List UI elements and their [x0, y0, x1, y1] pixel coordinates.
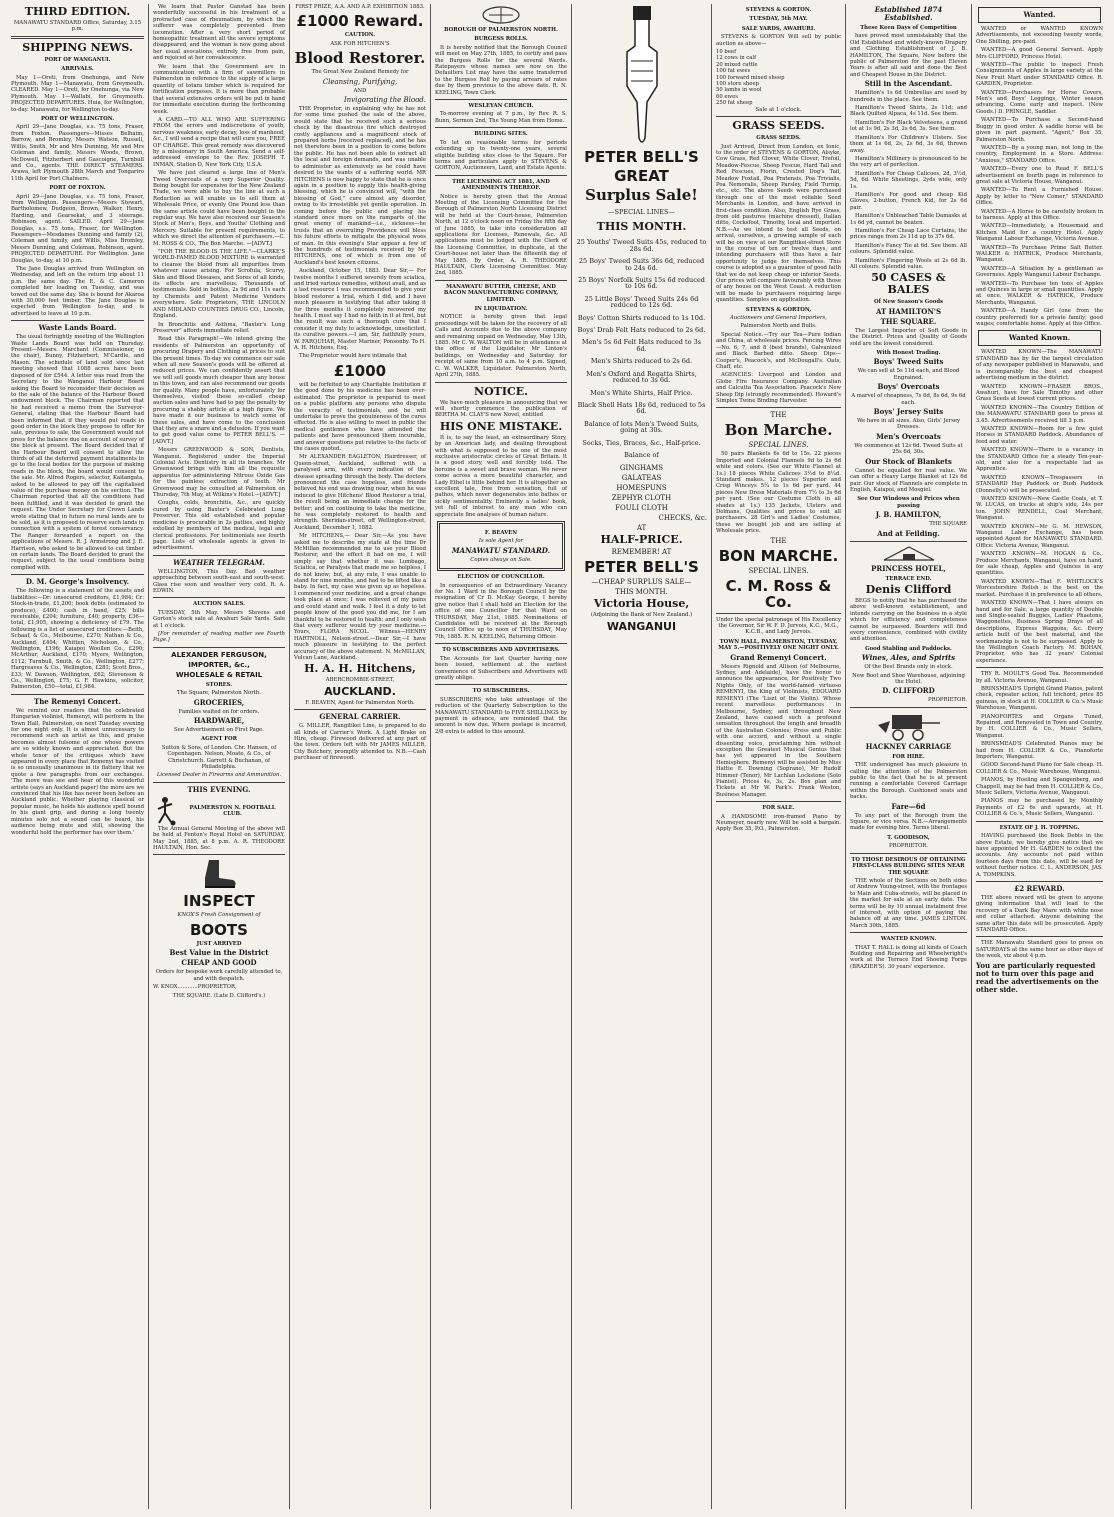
stock-item: 50 lambs in wool — [716, 87, 762, 94]
wesleyan-text: To-morrow evening at 7 p.m., by Rev. R. S. Bunn, Sermon 2nd, The Young Man from Home. — [435, 111, 567, 124]
line-12: Balance of lots Men's Tweed Suits, going at 30s. — [584, 419, 699, 435]
hamilton-item: Hamilton's For Black Velveteens, a grand lot at 1s 9d, 2s 3d, 2s 6d, 3s. See them. — [850, 119, 967, 133]
groceries: GROCERIES, — [193, 697, 245, 707]
great-title: GREAT — [614, 167, 669, 185]
sites-heading: TO THOSE DESIROUS OF OBTAINING FIRST-CLASS BUILDING SITES NEAR THE SQUARE — [851, 856, 966, 876]
wanted-ad: WANTED—To Purchase Prime Salt Butter. WALKER & HATRICK, Produce Merchants, Wanganui. — [976, 244, 1103, 264]
turn-notice: You are particularly requested not to turn over this page and read the advertisements on the other side. — [976, 960, 1099, 994]
restorer-body1: THE Proprietor, in explaining why he has not for some time pushed the sale of the above, would state that he received such a serious check by the disastrous fire which destroyed costly appliances and a magnificent stock of prepared herbs (received replaced), and he has not therefore been in a position to come before the public. He has not been able to extract all the local and foreign demands, and was unable to administer as extensively as he could have desired to the wants of a suffering world. MR HITCHENS is now happy to state that he is once again in a position to supply this health-giving blessing, which he is convinced will, "with the blessing of God," cure almost any disorder, owing to its irresistible yet gentle operation. In coming before the public and placing his standard once more on the ramparts of the great enemy of mankind—i.e., sickness—he trusts that an overruling Providence will bless his future efforts to mitigate the physical woes of man. In this evening's Star appear a few of the hundreds of testimonials received by Mr HITCHENS, one of which is from one of Auckland's best known citizens. — [294, 106, 426, 266]
line-3: 25 Boys' Norfolk Suits 15s 6d reduced to 10s 6d. — [578, 276, 705, 291]
subs2-heading: TO SUBSCRIBERS. — [472, 688, 530, 695]
bon-marche-lines: 50 pairs Blankets 6s 6d to 15s. 22 pieces Imported and Colonial Flannels 9d to 2s 6d white and colors. (See our White Flannel at 1s.) 18 pieces White Calicoes 3½d to 8¼d. Standard makes. 12 pieces Superior and Crisp Winceys 5¼ to 1s 6d per yard. 44 pieces New Dress Materials from 7½ to 3s 6d per yard. (See our Costume Cloth in all shades at 1s.) 135 Jackets, Ulsters and Dolmans, Qualities and prices to suit all purchasers. 28 Girl's and Ladies' Costumes, these we bought job and are selling at Wholesale price. — [716, 451, 841, 535]
column-1 — [7, 4, 149, 1509]
the-label2: THE — [770, 536, 787, 545]
sale-at: Sale at 1 o'clock. — [755, 106, 802, 113]
column-5 — [572, 4, 712, 1509]
ganstad-para: We learn that Pastor Ganstad has been wonderfully successful in his treatment of a protracted case of rheumatism, by which the sufferer was completely prevented from locomotion. After a very short period of homeopathic treatment all the severe symptoms disappeared, and the woman is now going about her usual avocations, entirely free from pain, and rejoiced at her convalescence. — [153, 4, 285, 62]
new-season: Of New Season's Goods — [873, 299, 944, 306]
special-lines: —SPECIAL LINES— — [608, 208, 675, 216]
boys-over-text: A marvel of cheapness, 7s 6d, 8s 6d, 9s 6d each. — [851, 393, 966, 406]
wanted-ad: WANTED—By a young man, not long in the country, Employment in a Store. Address: "Anxious," STANDARD Office. — [976, 144, 1103, 164]
wines-sub: Of the Best Brands only in stock. — [864, 664, 953, 671]
column-2 — [149, 4, 290, 1509]
column-6 — [712, 4, 846, 1509]
sg-intro: STEVENS & GORTON Will sell by public auction as above— — [716, 34, 841, 47]
wanted-known-text: THAT T. HALL is doing all kinds of Coach Building and Repairing and Wheelwright's work at the Terrace End Shoeing Forge (BRAZIER'S). 30 years' experience. — [850, 944, 967, 970]
shipping-title: SHIPPING NEWS. — [22, 40, 133, 54]
this-month: THIS MONTH. — [596, 220, 687, 234]
sites-text: THE whole of the Sections on both sides of Andrew Young-street, with the frontages to Main and Cuba-streets, will be placed in the market for sale at an early date. The terms will be by 10 annual instalment free of interest, with option of paying the balance off at any time. JAMES LINTON. March 30th, 1885. — [850, 877, 967, 929]
line-7: Men's 5s 6d Felt Hats reduced to 3s 6d. — [581, 338, 702, 353]
knox-prop: W. KNOX............PROPRIETOR, — [153, 984, 237, 991]
fare-text: To any part of the Borough from the Square, or vice versa. N.B.—Arrangements made for evening hire. Terms liberal. — [850, 812, 967, 832]
hardware: HARDWARE, — [193, 716, 245, 725]
grand-text: Messrs Rignold and Allison (of Melbourne, Sydney, and Adelaide), have the honor to announce the appearance, for Positively Two Nights Only, of the world-famed virtuoso REMENYI, the King of Violinists, EDOUARD REMENYI (The 'Liszt of the Violin). Whose recent marvellous performances in Melbourne, Sydney, and throughout New Zealand, have caused such a profound sensation throughout the length and breadth of the Australian Colonies; Press and Public with one accord, and without a single dissenting voice, proclaiming him without exception the Greatest Musical Genius that has yet appeared in the Southern Hemisphere. Remenyi will be assisted by Miss Hattie E. Downing (Soprano), Mr Rudolf Himmer (Tenor), Mr Lachlan Lockstone (Solo Pianist). Prices 4s, 3s, 2s. Box plan and Tickets at Mr W. Park's. Frank Weston, Business Manager. — [716, 663, 841, 798]
wanted-ad: WANTED—Purchasers for Horse Covers, Men's and Boys' Leggings, Winter season advancing. Come early and inspect. (New Goods.) D. PRINGLE, Saddler. — [976, 89, 1103, 115]
weather-title: WEATHER TELEGRAM. — [173, 557, 265, 567]
foxton-text: April 29—Jane Douglas, s.s. 75 tons, Fraser, from Wellington. Passengers—Messrs Stewart, Bartholomew, Dudgeon, Brown, Walker, Henry, Harding, and Gearsekat, and 3 steerage. Robinson, agent. SAILED. April 29—Jane Douglas, s.s. 75 tons, Fraser, for Wellington. Passengers—Mesdames Dunning and family (2), Coleman and family, and Willis, Miss Bromley, Messrs Dunning, and Coleman. Robinson, agent. PROJECTED DEPARTURE. For Wellington. Jane Douglas, to-day, at 10 p.m. — [11, 193, 144, 264]
coughs-para: Coughs, colds, bronchitis, &c., are quickly cured by using Baxter's Celebrated Lung Preserver. This old established and popular medicine is procurable in 2s patties, and highly extolled by members of the medical, legal and clerical professions. For testimonials see fourth page. Lists of wholesale agents is given in advertisement. — [153, 500, 285, 552]
boys-tweed: Boys' Tweed Suits — [873, 357, 944, 367]
piano-ad-2: BRINSMEAD'S Upright Grand Pianos, patent check, repeater action, full trichord, price 85 guineas, in stock at H. COLLIER & Co.'s Music Warehouse, Wanganui. — [976, 685, 1103, 712]
pointing-hand-icon — [617, 6, 667, 146]
hamilton-items — [850, 90, 967, 270]
hamilton-item: Hamilton's For Children's Ulsters. See them at 1s 6d, 2s, 2s 6d, 3s 6d, thrown away. — [850, 134, 967, 154]
restorer-body3: The Proprietor would here intimate that — [299, 353, 408, 360]
stock-item: 100 forward mixed sheep — [716, 74, 785, 81]
beaven-paper: MANAWATU STANDARD. — [451, 545, 551, 555]
line-1: 25 Youths' Tweed Suits 45s, reduced to 28s 6d. — [576, 238, 707, 253]
line-4: 25 Little Boys' Tweed Suits 24s 6d reduced to 12s 6d. — [584, 294, 699, 310]
just-arrived: JUST ARRIVED — [196, 940, 242, 947]
jb-square: THE SQUARE — [929, 521, 967, 528]
restorer-body2: Auckland, October 15, 1883. Dear Sir,— For twelve months I suffered severely from sciatica, and tried various remedies, without avail, and as a last resource I was recommended to give your blood restorer a trial, which I did, and I have much pleasure in testifying that after taking it for three months it completely recovered my health. I must say I had no faith in it at first, but the result was such a thorough cure that I consider it my duty to acknowledge, unsolicited, its curative powers.—I am, Sir, faithfully yours, W. FARQUHAR, Master Mariner, Ponsonby. To H. A. H. Hitchens, Esq. — [294, 268, 426, 352]
piano-ad-1: TRY R. MOULT'S Good Tea. Recommended by all. Victoria Avenue, Wanganui. — [976, 671, 1103, 684]
restorer-body4: will be forfeited to any Charitable Institution if the good done by his medicine has been over-estimated. The proprietor is prepared to meet on a public platform any persons who dispute the veracity of testimonials, and he will undertake to prove the genuineness of the cures effected. He is also willing to meet in public the medical gentlemen who have attended the patients and have pronounced them incurable, and answer questions put relative to the facts of the cases quoted. — [294, 381, 426, 452]
inspect: INSPECT — [183, 892, 255, 911]
wanted-known-ad: WANTED KNOWN—There is a vacancy in the STANDARD Office for a steady Ten-year-old, and also for a respectable lad as Apprentice. — [976, 447, 1103, 473]
goodison: T. GOODISON, — [887, 834, 930, 841]
piano-ad-5: GOOD Second-hand Piano for Sale cheap. H. COLLIER & Co., Music Warehouse, Wanganui. — [976, 762, 1103, 775]
stock-item: 20 mixed cattle — [716, 61, 758, 68]
totara-para: We learn that the Government are in communication with a firm of sawmillers in Palmerston in reference to the supply of a large quantity of totara timber which is required for fortification purposes. It is more than probable that several extensive orders will be put in hand for immediate execution during the forthcoming week. — [153, 63, 285, 115]
mens-over: Men's Overcoats — [876, 431, 941, 441]
weather-text: WELLINGTON, This Day. Bad weather approaching between south-east and south-west. Glass rise soon and weather very cold. R. A. EDWIN. — [153, 568, 285, 594]
beaven-box — [437, 521, 565, 571]
invigorating: Invigorating the Blood. — [343, 96, 426, 105]
orders: Orders for bespoke work carefully attended to, and with despatch. — [155, 969, 283, 982]
cases-text: The Largest Importer of Soft Goods in the District. Prices and Quality of Goods sold are the lowest considered. — [850, 327, 967, 347]
wanganui-text: May 1—Oreti, from Onehunga, and New Plymouth. May 1—Manawatu, from Greymouth. CLEARED. May 1—Oreti, for Onehunga, via New Plymouth. May 1—Wallabi, for Greymouth. PROJECTED DEPARTURES. Huia, for Wellington, to-day. Manawatu, for Wellington to-day. — [11, 74, 144, 113]
peter-bell-title2: PETER BELL'S — [584, 558, 699, 577]
wanted-ad: WANTED—A Situation by a gentleman as Governess. Apply Wanganui Labour Exchange. — [976, 265, 1103, 279]
keen-text: have proved most unmistakably that the Old Established and widely-known Drapery and Clothing Establishment of J. B. HAMILTON, The Square, Now before the public of Palmerston for the past Eleven Years is after all said and done the Best and Cheapest House in the District. — [850, 33, 967, 78]
boots: BOOTS — [190, 920, 248, 939]
for-sale-text: A HANDSOME iron-framed Piano by Neumeyer, nearly new. Will be sold a bargain. Apply Box 35, P.O., Palmerston. — [716, 813, 841, 833]
wanted-heading: Wanted. — [1023, 10, 1056, 19]
established: Established 1874 Established. — [874, 5, 943, 22]
hamilton-item: Hamilton's For good and cheap Kid Gloves, 2-button, French Kid, for 2s 6d pair. — [850, 191, 967, 211]
hamilton-item: Hamilton's Fancy Tie at 6d. See them. All colours. Splendid value. — [850, 242, 967, 256]
wanted-ad: WANTED—A good General Servant. Apply Mrs CLIFFORD, Princess Hotel. — [976, 47, 1103, 60]
at-line: AT — [636, 524, 647, 533]
hamilton-item: Hamilton's For Cheap Calicoes, 2d, 3½d, 5d, 6d. White Sheetings, 2yds wide, only 1s. — [850, 170, 967, 190]
wanted-known-ad: WANTED KNOWN—Room for a few quiet Horses in STANDARD Paddock. Abundance of feed and water. — [976, 425, 1103, 445]
wanted-known-ad: WANTED KNOWN—That F. WHITLOCK'S Worcestershire Relish is the best on the market. Purchase it in preference to all others. — [976, 578, 1103, 598]
hamilton-item: Hamilton's Unbleached Table Damasks at 1s 6d yd, cannot be beaten. — [850, 213, 967, 226]
football-title: PALMERSTON N. FOOTBALL CLUB. — [189, 804, 276, 818]
george-title: D. M. George's Insolvency. — [25, 577, 130, 587]
stock-item: 250 fat sheep — [716, 100, 753, 107]
victoria-house: Victoria House, — [593, 597, 690, 611]
blood-mixture-para: "FOR THE BLOOD IS THE LIFE."—CLARKE'S WORLD-FAMED BLOOD MIXTURE is warranted to cleanse the blood from all impurities from whatever cause arising. For Scrofula, Scurvy, Skin and Blood Diseases, and Sores of all kinds, its effects are marvellous. Thousands of testimonials. Sold in bottles, 2s 9d and 11s each by Chemists and Patent Medicine Vendors everywhere. Sole Proprietors, THE LINCOLN AND MIDLAND COUNTIES DRUG CO., Lincoln, England. — [153, 249, 285, 320]
hackney-text: THE undersigned has much pleasure in calling the attention of the Palmerston public to the fact that he is at present running a comfortable Covered Carriage within the Borough. Cushioned seats and backs. — [850, 762, 967, 801]
ross-name: C. M. Ross & Co. — [725, 576, 832, 611]
wanted-ad: WANTED—A Handy Girl (one from the country preferred) for a private family; good wages; comfortable home. Apply at this Office. — [976, 308, 1103, 328]
mistake-text: It is, to say the least, an extraordinary Story, by an American lady, and dealing throughout with what is supposed to be one of the most exclusive aristocratic circles of Great Britain. It is a good story, well and forcibly told. The heroine is a sweet and brave woman. We never come across a more beautiful character, and Lady Ethel is little behind her. It is altogether an excellent tale, free from sensation, full of pathos, which never degenerates into bathos or sickly sentimentality. Eminently a ladies' book, yet full of interest to any man who can appreciate fine analyses of human nature. — [435, 434, 567, 518]
beaven-copies: Copies always on Sale. — [470, 556, 532, 563]
foxton-port-heading: PORT OF FOXTON. — [49, 185, 106, 192]
bon-marche-title2: BON MARCHE. — [718, 546, 839, 565]
column-3 — [290, 4, 431, 1509]
notice-text: We have much pleasure in announcing that we will shortly commence the publication of BERTHA M. CLAY'S new Novel, entitled — [435, 399, 567, 419]
homespuns: HOMESPUNS — [616, 484, 667, 493]
feilding: And at Feilding. — [877, 528, 940, 538]
line-10: Men's White Shirts, Half Price. — [590, 388, 693, 397]
ferguson-line2: WHOLESALE & RETAIL — [175, 670, 263, 679]
prize: FIRST PRIZE, A.A. AND A.P. EXHIBITION 1883. — [295, 4, 425, 10]
boys-jersey: Boys' Jersey Suits — [873, 407, 944, 417]
cases-heading: 50 CASES & BALES — [871, 271, 946, 297]
cheap-good: CHEAP AND GOOD — [181, 958, 257, 968]
honest: With Honest Trading. — [876, 350, 941, 357]
pounds-heading: £1000 — [333, 361, 387, 380]
surplus-title: Surplus Sale! — [585, 186, 698, 204]
blankets: Our Stock of Blankets — [865, 456, 952, 466]
auction-text: TUESDAY, 5th May. Messrs Stevens and Gorton's stock sale at Awahuri Sale Yards. Sale at 1 o'clock. — [153, 609, 285, 629]
stock-list — [716, 49, 841, 107]
estate-text: HAVING purchased the Book Debts in the above Estate, we hereby give notice that we have appointed Mr H. GARDEN to collect the accounts. Any accounts not paid within fourteen days from this date, will be sued for without further notice. C. L. ANDERSON, JAS. A. TOMPKINS. — [976, 833, 1103, 878]
this-month2: THIS MONTH. — [615, 588, 668, 597]
piano-ad-3: PIANOFORTES and Organs Tuned, Repaired, and Renovated in Town and Country, by H. COLLIER & Co., Music Sellers, Wanganui. — [976, 713, 1103, 739]
wanted-known-ad: WANTED KNOWN—The MANAWATU STANDARD has by far the largest circulation of any newspaper published in Manawatu, and is incomparably the best and cheapest advertising medium in the district. — [976, 349, 1103, 382]
zephyr: ZEPHYR CLOTH — [611, 494, 672, 503]
jb-name: J. B. HAMILTON, — [875, 510, 942, 520]
remedy-line: The Great New Zealand Remedy for — [311, 69, 409, 76]
auckland: AUCKLAND. — [324, 684, 396, 698]
remember: REMEMBER! AT — [611, 548, 672, 557]
fare: Fare—6d — [891, 801, 926, 811]
for-sale: FOR SALE. — [762, 805, 795, 812]
agencies: AGENCIES: Liverpool and London and Globe Fire Insurance Company. Australian and Calcutta Tea Association. Peacock's New Sheep Dip (strongly recommended). Howard's Simplex Twine Binding Harvester. — [716, 372, 841, 404]
abercrombie: ABERCROMBIE-STREET, — [325, 677, 395, 684]
licensed: Licensed Dealer in Firearms and Ammunition. — [156, 772, 282, 779]
crest-icon — [481, 6, 521, 24]
stock-item: 100 store sheep — [716, 81, 759, 88]
the-label: THE — [770, 411, 787, 420]
remenyi-title: The Remenyi Concert. — [34, 696, 121, 706]
galateas: GALATEAS — [621, 474, 662, 483]
groceries-sub: Families waited on for orders. — [178, 708, 260, 715]
hitchens-name: H. A. H. Hitchens, — [304, 662, 416, 676]
ferguson-stores: STORES. — [205, 681, 233, 688]
wellington-text: April 29—Jane Douglas, s.s. 75 tons, Fraser, from Foxton. Passengers—Misses Belhaim, Barrow, and Bromley, Messrs Watson, Russell, Willis, Smith, Mr and Mrs Dunning, Mr and Mrs Coleman and family, Messrs Woods, Brown, McDowell, Fitzherbert and Gascoigne, Turnbull and Co., agents. THE DIRECT STEAMERS. Arawa, left Plymouth 28th March and Tongariro 11th April for Port Chalmers. — [11, 124, 144, 182]
wanted-known-ad: WANTED KNOWN—Trespassers in STANDARD Hay Paddock or Bush Paddock (Donnelly's) will be prosecuted. — [976, 474, 1103, 494]
edition-sub: MANAWATU STANDARD Office, Saturday, 3.15 p.m. — [13, 20, 142, 33]
beaven-agent: Is sole Agent for — [478, 538, 524, 545]
stock-item: 60 ewes — [716, 93, 738, 100]
princess-hotel: PRINCESS HOTEL, — [871, 563, 946, 573]
beaven-agent-line: F. BEAVEN, Agent for Palmerston North. — [305, 699, 415, 706]
ask-for: ASK FOR HITCHEN'S — [330, 40, 390, 47]
hotel-crest-icon — [879, 545, 939, 563]
checks: CHECKS, &c. — [658, 514, 707, 523]
wanted-known-ad: WANTED KNOWN—FRASER BROS., Awahuri, have for Sale Timothy and other Grass Seeds at lowest current prices. — [976, 383, 1103, 403]
special-lines-label: SPECIAL LINES. — [748, 441, 809, 450]
cheap-surplus: —CHEAP SURPLUS SALE— — [591, 578, 692, 587]
grass-sub: GRASS SEEDS. — [756, 135, 801, 142]
wanted-ad: WANTED—The public to inspect Fresh Consignments of Apples in large variety at the New Fruit Mart under STANDARD Office. R. GARDEN, Proprietor. — [976, 62, 1103, 88]
election-heading: ELECTION OF COUNCILLOR. — [457, 574, 545, 581]
wellington-port-heading: PORT OF WELLINGTON. — [40, 116, 115, 123]
grand-concert: Grand Remenyi Concert. — [730, 652, 827, 662]
sg-title: STEVENS & GORTON. — [745, 7, 812, 13]
subs2-text: SUBSCRIBERS who take advantage of the reduction of the Quarterly Subscription to the MANAWATU STANDARD to FIVE SHILLINGS by payment in advance, are reminded that the amount is now due. Where postage is incurred, 2/8 extra is added to this amount. — [435, 696, 567, 735]
hackney: HACKNEY CARRIAGE — [865, 741, 952, 751]
known-ads — [976, 349, 1103, 664]
auction-title: AUCTION SALES. — [193, 601, 245, 608]
line-2: 25 Boys' Tweed Suits 36s 6d, reduced to 24s 6d. — [578, 257, 705, 272]
still-ascendant: Still in the Ascendant. — [864, 79, 953, 89]
wanted-ad: WANTED or WANTED KNOWN Advertisements, not exceeding twenty words, One Shilling, pre-paid. — [976, 26, 1103, 45]
hardware-sub: See Advertisement on First Page. — [174, 727, 264, 733]
election-text: In consequence of an Extraordinary Vacancy for No. 1 Ward in the Borough Council by the resignation of Cr D. McKay George, I hereby give notice that I shall hold an Election for the office of one Councillor for that Ward on THURSDAY, May 21st, 1885. Nominations of Candidates will be received at the Borough Council Office up to noon of THURSDAY, May 7th, 1885. R. N. KEELING, Returning Officer. — [435, 582, 567, 640]
reward-heading: £2 REWARD. — [1014, 883, 1065, 893]
wanted-ad: WANTED—A Horse to be carefully broken in to harness. Apply at this Office. — [976, 208, 1103, 221]
liquidation-heading: IN LIQUIDATION. — [474, 306, 528, 313]
butter-heading: MANAWATU BUTTER, CHEESE, AND BACON MANUFACTURING COMPANY, LIMITED. — [443, 283, 559, 303]
butter-text: NOTICE is hereby given that legal proceedings will be taken for the recovery of all Calls and Accounts due to the above company and remaining unpaid on Wednesday, May 13th, 1885. Mr C. W. WALTON will be in attendance at the office of the Liquidator, Mr Linton's buildings, on Wednesday and Saturday for receipt of same from 10 a.m. to 4 p.m. Signed, C. W. WALKER, Liquidator. Palmerston North, April 27th, 1885. — [435, 314, 567, 379]
clifford-name: D. CLIFFORD — [882, 686, 935, 696]
ginghams: GINGHAMS — [619, 464, 664, 473]
bronchitis-para: In Bronchitis and Asthma, "Baxter's Lung Preserver" affords immediate relief. — [153, 321, 285, 334]
line-6: Boys' Drab Felt Hats reduced to 2s 6d. — [577, 326, 706, 335]
sg-date: TUESDAY, 5th MAY. — [749, 16, 808, 23]
hamilton-item: Hamilton's For Cheap Lace Curtains, the prices range from 2s 11d up to 37s 6d. — [850, 227, 967, 241]
column-4 — [431, 4, 572, 1509]
agent-for: AGENT FOR — [200, 736, 238, 743]
special-notice: Special Notice.—Try our Tea—Pure Indian and China, at wholesale prices. Fencing Wires—No. 6, 7, and 8 (best brands), Galvanized and Black Barbed ditto. Sheep Dips—Cooper's, Peacock's, and McDougall's. Oats, Chaff, etc. — [716, 331, 841, 370]
subs-text: The Accounts for last Quarter having now been issued, settlement at the earliest convenience of Subscribers and Advertisers will greatly oblige. — [435, 655, 567, 681]
licensing-text: Notice is hereby given that the Annual Meeting of the Licensing Committee for the Borough of Palmerston North Licensing District will be held at the Court-house, Palmerston North, at 12 o'clock noon on Friday the fifth day of June 1885, to take into consideration all applications for Licenses, Renewals, &c. All applications must be lodged with the Clerk of the Licensing Committee, in duplicate, at the Court-house not later than the fifteenth day of May 1885. By Order, A. R. THEODORE HAULTAIN, Clerk Licensing Committee. May 2nd, 1885. — [435, 193, 567, 277]
carrier-text: G. MILLER, Rangitikei Line, is prepared to do all kinds of Carrier's Work. A Light Brake on Hire, cheap. Firewood delivered at any part of the town. Orders left with Mr JAMES MILLER, City Butchery, promptly attended to. N.B.—Cash purchaser of firewood. — [294, 723, 426, 762]
greenwood-para: Messrs GREENWOOD & SON, Dentists, Wanganui. Registered under the Imperial Colonial Acts. Dentistry in all its branches. Mr Greenwood brings with him all the requisite apparatus for administering Nitrous Oxide Gas for the painless extraction of teeth. Mr Greenwood may be consulted at Palmerston on Thursday, 7th May, at Wilkins's Hotel.—[ADVT.] — [153, 447, 285, 499]
knox-fresh: KNOX'S Fresh Consignment of — [177, 912, 261, 919]
peter-bell-title: PETER BELL'S — [584, 148, 699, 166]
stock-item: 12 cows in calf — [716, 55, 757, 62]
terrace-end: TERRACE END. — [885, 575, 932, 582]
cleansing: Cleansing, Purifying, — [322, 77, 398, 86]
card-para: A CARD.—TO ALL WHO ARE SUFFERING FROM the errors and indiscretions of youth, nervous weakness, early decay, loss of manhood, &c., I will send a recipe that will cure you, FREE OF CHARGE. This great remedy was discovered by a missionary in South America. Send a self-addressed envelope to the Rev. JOSEPH T. INMAN, Station D, New York City, U.S.A. — [153, 116, 285, 168]
denis-text: BEGS to notify that he has purchased the above well-known establishment, and intends carrying on the business in a style which for efficiency and completeness cannot be surpassed. Boarders will find every convenience, combined with civility and attention. — [850, 597, 967, 643]
fouli: FOULI CLOTH — [615, 504, 668, 513]
blankets-text: Cannot be equalled for real value. We can offer a Heavy Large Blanket at 12s 6d pair. Our stock of Flannels are complete in English, Kaiapoi, and Mosgiel. — [850, 467, 967, 493]
remainder-note: [For remainder of reading matter see Fourth Page.] — [153, 630, 285, 644]
hamilton-square: THE SQUARE. — [880, 316, 937, 326]
footballer-icon — [153, 796, 177, 826]
ferguson-addr: The Square, Palmerston North. — [177, 690, 261, 697]
line-8: Men's Shirts reduced to 2s 6d. — [590, 357, 693, 366]
read-para: Read this Paragraph!—We intend giving the residents of Palmerston an opportunity of procuring Drapery and Clothing at prices to suit the present times. To-day we commence our sale when all new Season's goods will be offered at reduced prices. We can confidently assert that we will sell goods much cheaper than any house in this town, and can also recommend our goods for quality. Many people have, unfortunately for themselves, visited these so-called cheap auction sales and have had to pay the penalty by procuring a shabby article at a high figure. We have made it our business to watch some of these sales, and have come to the conclusion that they are a snare and a delusion. If you want to get good value come to PETER BELL'S. —[ADVT.] — [153, 336, 285, 445]
remenyi-patron: Under the special patronage of His Excellency the Governor, Sir W. F. D. Jervois, K.C., M.G., K.C.B., and Lady Jervois. — [716, 616, 841, 636]
wanted-ads — [976, 26, 1103, 327]
sg-role: Auctioneers and General Importers, — [730, 315, 827, 322]
football-text: The Annual General Meeting of the above will be held at Fenton's Royal Hotel on SATURDAY, May 2nd, 1885, at 8 p.m. A. R. THEODORE HAULTAIN, Hon. Sec. — [153, 825, 285, 852]
stock-item: 100 fat ewes — [716, 68, 751, 75]
hamilton-item: Hamilton's Millinery is pronounced to be the very art of perfection. — [850, 155, 967, 169]
wanted-known-ad: WANTED KNOWN—That I have always on hand and for Sale, a large quantity of Double and Single-seated Buggies, Ladies' Phaetons, Waggonettes, Business Spring Drays of all descriptions, Express Waggons, &c. Every article built of the best material, and the workmanship is not to be surpassed. Apply to the Wellington Coach Factory. M. BOHAN, Proprietor, who has 32 years' Colonial experience. — [976, 600, 1103, 664]
burgess-heading: BURGESS ROLLS. — [474, 36, 528, 43]
borough-heading: BOROUGH OF PALMERSTON NORTH. — [444, 27, 558, 33]
carriage-icon — [874, 711, 944, 741]
waste-lands-text: The usual fortnightly meeting of the Wellington Waste Lands Board was held on Thursday. Present—Messrs. Marchant (Commissioner, in the chair), Bunny, Fitzherbert, M'Cardle, and Mason. The schedule of land sold since last meeting showed that 1088 acres have been disposed of for £544. A letter was read from the Secretary to the Wanganui Harbour Board asking the Board to reconsider their decision as to the sale of the balance of the Harbour Board endowment block. The Chairman reported that he had received a memo from the Surveyor-General, stating that the Harbour Board had been informed that if they would put roads in good order in the block they propose to offer for sale, previous to sale, the Government would not press for the balance due on account of survey of the block at present. The Board decided that if the Harbour Board will consent to allow the thirds of all the deferred payment instalments to go to the local bodies for the purpose of making roads in the block, the board would consent to the sale. Mr. Alfred Rogers, selector, Kaitangata, asked to be allowed to pay off the capitalised value of the purchase money on his section. The Chairman reported that all the conditions had been fulfilled, and it was decided to grant the request. The Under Secretary for Crown Lands wrote stating that in future no rural lands are to be sold, as it is proposed to reserve such lands in connection with a system of forest conservancy. The Ranger forwarded a report on the applications of Messrs. R. J. Armstrong and J. E. Harrison, who asked to be allowed to cut timber on certain lands. The Board decided to grant the request, subject to the usual conditions being complied with. — [11, 334, 144, 571]
line-9: Men's Oxford and Regatta Shirts, reduced to 3s 6d. — [586, 369, 697, 385]
stock-item: 10 beef — [716, 49, 737, 56]
boys-jersey-text: We have in all sizes. Also, Girls' Jersey Dresses. — [856, 418, 961, 431]
line-13: Socks, Ties, Braces, &c., Half-price. — [582, 438, 701, 447]
wanted-known-ad: WANTED KNOWN—Mr G. M. HEWSON, Wanganui Labor Exchange, has been appointed Agent for MANAWATU STANDARD. Office: Victoria Avenue, Wanganui. — [976, 523, 1103, 549]
and-line: AND — [353, 87, 367, 94]
wanted-known-heading: WANTED KNOWN. — [880, 936, 937, 943]
wanted-ad: WANTED—To Purchase ten tons of Apples and Quinces in large or small quantities. Apply at once. WALKER & HATRICK, Produce Merchants, Wanganui. — [976, 280, 1103, 306]
hamilton-item: Hamilton's 1s 6d Umbrellas are used by hundreds in the place. See them. — [850, 90, 967, 103]
wanted-ad: WANTED—To Purchase a Second-hand Buggy in good order. A saddle horse will be given in part payment. "Agent," Box 35, Palmerston North. — [976, 117, 1103, 143]
boot-icon — [199, 858, 239, 890]
town-hall: TOWN HALL, PALMERSTON, TUESDAY, MAY 5.—POSITIVELY ONE NIGHT ONLY. — [718, 638, 839, 652]
stabling: Good Stabling and Paddocks. — [865, 645, 952, 652]
edition-title: THIRD EDITION. — [24, 5, 131, 18]
new-boot: New Boot and Shoe Warehouse, adjoining the Hotel. — [852, 672, 965, 685]
hamilton-item: Hamilton's Fingering Wools at 2s 6d lb. All colours. Splendid value. — [850, 257, 967, 270]
sg-addr: Palmerston North and Bulls. — [740, 323, 817, 330]
press-notice: THE Manawatu Standard goes to press on SATURDAYS at the same hour as other days of the week, viz about 4 p.m. — [976, 940, 1103, 960]
reward-heading: £1000 Reward. — [296, 12, 424, 31]
foxton-note: The Jane Douglas arrived from Wellington on Wednesday, and left on the return trip about 11 p.m. the same day. The E. & C. Cameron completed her loading on Tuesday, and was towed out the same day. She is bound for Akaroa with 30,000 feet timber. The Jane Douglas is expected from Wellington to-day, and is advertised to leave at 10 p.m. — [11, 266, 144, 317]
best-value: Best Value in the District — [169, 948, 269, 958]
burgess-text: It is hereby notified that the Borough Council will meet on May 27th, 1885, to certify and pass the Burgess Rolls for the several Wards. Ratepayers whose names are now on the Defaulters List may have the same transferred to the Burgess Roll by paying arrears of rates due by them previous to the above date. R. N. KEELING, Town Clerk. — [435, 44, 567, 96]
column-8 — [972, 4, 1107, 1509]
grass-text: Just Arrived, Direct from London, ex Ionic, to the order of STEVENS & GORTON, Alsyke, Cow Grass, Red Clover, White Clover, Trefoil, Meadow-Fescue, Sheep Fescue, Hard Tall and Red Fescues, Fiorin, Crested Dog's Tail, Meadow Foxtail, Poa Pratensis, Poa Trivialis, Poa Nemoralis, Sheep Parsley, Field Turnip, etc., etc. The above Seeds were purchased through one of the most reliable Seed Merchants in London, and have arrived in first-class condition. Also, English Rye Grass, from old pastures (machine dressed), Italian ditto, Cocksfoot, Timothy, local and imported. N.B.—As we intend to test all Seeds, on arrival, ourselves, a growing sample of each will be on view at our Rangitikei-street Store in the course of ten or twelve days, and intending purchasers will thus have a fair opportunity to judge for themselves. This course is adopted as a guarantee of good faith that we do not keep cheap or inferior Seeds. Our prices will compare favourably with those of any house on the West Coast. A reduction will be made to purchasers requiring large quantities. Samples on application. — [716, 143, 841, 304]
wanted-known-ad: WANTED KNOWN—M. HOGAN & Co., Produce Merchants, Wanganui, have on hand, for sale cheap, Apples and Quinces in any quantities. — [976, 551, 1103, 577]
at-hamilton: AT HAMILTON'S — [875, 306, 942, 316]
remenyi-text: We remind our readers that the celebrated Hungarian violinist, Remenyi, will perform in the Town Hall, Palmerston, on next Tuesday evening for one night only. It is almost unnecessary to recommend such an artist as this, and praise becomes almost fulsome of one whose powers are so widely known and appreciated. But the whole tenor of the critiques which have appeared in every place that Remenyi has visited is so unusually unanimous in its flattery that we quote a few paragraphs from our exchanges. 'The move was see and hear of this wonderful artiste (says an Auckland paper) the more are we convinced that his like has never been before an Auckland public. Whether playing classical or popular music, he holds his audience spell bound in his giant grip, and during a long twenty minutes solo not a sound can be heard, his audience being mute and still, showing the wonderful hold the performer has over them.' — [11, 707, 144, 836]
wesleyan-heading: WESLEYAN CHURCH. — [468, 103, 534, 110]
george-text: The following is a statement of the assets and liabilities:—Dr: unsecured creditors, £1,984; Cr: Stock-in-trade, £1,200; book debts (estimated to produce), £400; cash in hand, £25; bills receivable, £204; furniture, £40; property, £36—total, £1,905, showing a deficiency of £79. The following is a list of unsecured creditors:—Beith, Schaaf, & Co., Melbourne, £270; Nathan & Co., Auckland, £404; Whitten, Nicholson, & Co., Wellington, £196; Kaiapoi Woollen Co., £290; McArthur, Auckland, £170; Myers, Wellington, £112; Turnbull, Smith, & Co., Wellington, £277; Hargreaves & Co., Wellington, £281; Scott Bros., £33; W. Dawson, Wellington, £62; Stevenson & Co., Wellington, £75; G. F. Hawkins, solicitor, Palmerston, £50—total, £1,984. — [11, 588, 144, 691]
wanganui: WANGANUI — [606, 619, 677, 633]
piano-ad-7: PIANOS may be purchased by Monthly Payments of £2 6s and upwards, at H. COLLIER & Co.'s, Music Sellers, Wanganui. — [976, 798, 1103, 818]
grass-title: GRASS SEEDS. — [732, 119, 825, 133]
newspaper-page — [7, 4, 1107, 1509]
mistake-heading: HIS ONE MISTAKE. — [439, 419, 563, 433]
waste-lands-title: Waste Lands Board. — [38, 323, 117, 333]
wines: Wines, Ales, and Spirits — [861, 653, 956, 663]
keen-heading: These Keen Days of Competition — [860, 25, 957, 31]
wanted-ad: WANTED—To Rent a Furnished House. Apply by letter to "New Comer," STANDARD Office. — [976, 187, 1103, 207]
wanted-known-ad: WANTED KNOWN—The Country Edition of the MANAWATU STANDARD goes to press at 3.45. Advertisements received till 3 p.m. — [976, 404, 1103, 424]
building-text: To let on reasonable terms for periods extending up to twenty-one years, several eligible building sites close to the Square. For terms and particulars apply to STEVENS & GORTON, Auctioneers, Land, and Estate Agents. — [435, 139, 567, 172]
reward-text: THE above reward will be given to anyone giving information that will lead to the recovery of a Dark Bay Mare with white nose and collar attached. Anyone detaining the same after this date will be prosecuted. Apply STANDARD Office. — [976, 894, 1103, 933]
column-7 — [846, 4, 972, 1509]
overcoats-para: We have just cleared a large line of Men's Tweed Overcoats of a very Superior Quality. Being bought for expensive for the New Zealand Trade, we were able to buy the line at such a Reduction as will enable us to sell them at Wholesale Price, or evenly One Pound less than the same article could have been bought in the regular way. We have also received our Season's Stock of Men's, Boys, and Youths' Clothing and Mercery. Suitable for present requirements, to which we direct the attention of purchasers.—C. M. ROSS & CO., The Bon Marche. —[ADVT.] — [153, 170, 285, 247]
ferguson-name: ALEXANDER FERGUSON, — [171, 650, 267, 659]
boys-over: Boys' Overcoats — [877, 382, 940, 392]
special-lines-label2: SPECIAL LINES. — [748, 566, 809, 575]
licensing-heading: THE LICENSING ACT 1881, AND AMENDMENTS THEREOF. — [452, 178, 550, 192]
for-hire: FOR HIRE. — [892, 753, 925, 760]
blood-restorer: Blood Restorer. — [294, 49, 426, 68]
line-11: Black Shell Hats 18s 6d, reduced to 5s 6d. — [577, 400, 706, 416]
sg-name: STEVENS & GORTON, — [745, 306, 812, 313]
wanted-known-heading: Wanted Known. — [1008, 333, 1071, 343]
piano-ad-6: PIANOS, by Hoeling and Spangenberg, and Chappell, may be had from H. COLLIER & Co., Music Sellers, Victoria Avenue, Wanganui. — [976, 777, 1103, 797]
subs-heading: TO SUBSCRIBERS AND ADVERTISERS. — [442, 647, 560, 654]
restorer-body6: Mr HITCHENS,— Dear Sir,—As you have asked me to describe my state at the time Dr McMillan recommended me to use your Blood Restorer, and the effect it had on me, I will simply say that whether it was Lumbago, Sciatica, or Paralysis that made me so helpless, I do not know; but, at any rate, I was unable to stand for nine months, and had to be lifted like a baby. In fact, my case was given up as hopeless. I commenced your medicine, and a great change took place at once; I was relieved of my pains and could stand and walk. I feel it a duty to let people know of the good you did me, for I am thankful to be restored to health; and I only wish that every sufferer would try your medicine.—Yours, FLORA NICOL. Witness—HENRY HARTNOLL, Nelson-street.—Dear Sir,—I have much pleasure in testifying to the perfect accuracy of the above statement. N. McMILLAN, Vulcan Lane, Auckland. — [294, 533, 426, 661]
arrivals-heading: ARRIVALS. — [61, 66, 94, 73]
bon-marche-title: Bon Marche. — [724, 421, 833, 440]
hamilton-item: Hamilton's Tweed Shirts, 2s 11d; and Black Quilted Alpaca, 4s 11d. See them. — [850, 105, 967, 118]
agent-list: Sutton & Sons, of London. Chr. Hansen, of Copenhagen. Nelson, Moate, & Co., of Christchurch. Garrett & Buchanan, of Philadelphia. — [161, 744, 277, 771]
piano-ad-4: BRINSMEAD'S Celebrated Pianos may be had from H. COLLIER & Co., Pianoforte Importers, Wanganui. — [976, 741, 1103, 761]
wanganui-port-heading: PORT OF WANGANUI. — [44, 56, 111, 63]
balance-of: Balance of — [624, 450, 659, 459]
wanted-ad: WANTED—Every one to Read F. BELL'S advertisement on fourth page in reference to great sale at Victoria House, Wanganui. — [976, 166, 1103, 185]
mens-over-text: We commence at 12s 6d. Tweed Suits at 25s 6d, 30s. — [854, 442, 963, 456]
knox-addr: THE SQUARE. (Late D. Clifford's.) — [172, 992, 266, 999]
goodison-prop: PROPRIETOR. — [889, 843, 928, 850]
sg-yards: SALE YARDS, AWAHURI. — [741, 25, 816, 32]
half-price: HALF-PRICE. — [600, 533, 683, 547]
clifford-prop: PROPRIETOR. — [928, 697, 967, 704]
wanted-ad: WANTED—Immediately, a Housemaid and Kitchen Maid for a country Hotel. Apply Wanganui Labour Exchange, Victoria Avenue. — [976, 223, 1103, 243]
victoria-sub: (Adjoining the Bank of New Zealand.) — [590, 612, 693, 619]
denis-clifford: Denis Clifford — [865, 582, 952, 596]
line-5: Boys' Cotton Shirts reduced to 1s 10d. — [577, 313, 706, 322]
notice-heading: NOTICE. — [474, 384, 528, 398]
caution: CAUTION. — [344, 32, 376, 39]
building-heading: BUILDING SITES. — [474, 131, 528, 138]
boys-tweed-text: We can sell at 5s 11d each, and Blood Engrained. — [857, 368, 960, 381]
restorer-body5: Mr ALEXANDER EAGLETON, Hairdresser, of Queen-street, Auckland, suffered with a paralysed arm, with every indication of the disease spreading through the body. The doctors pronounced the case hopeless, and friends believed his end was drawing near, when he was induced to give Hitchens' Blood Restorer a trial, the result being an immediate change for the better; and on continuing to take the medicine, he was completely restored to health and strength. Sheridan-street, off Wellington-street, Auckland, December 1, 1882. — [294, 454, 426, 531]
beaven-name: F. BEAVEN — [484, 530, 518, 536]
carrier-title: GENERAL CARRIER. — [319, 712, 401, 722]
wanted-known-ad: WANTED KNOWN—New Castle Coals, at T. W. LUCAS, on trucks at ship's side, 24s per ton. JOHN RENDELL, Coal Merchant, Wanganui. — [976, 496, 1103, 522]
see-windows: See Our Windows and Prices when passing — [857, 496, 960, 509]
this-evening: THIS EVENING. — [187, 784, 251, 794]
estate-heading: ESTATE OF J. H. TOPPING. — [999, 824, 1080, 831]
ferguson-line: IMPORTER, &c., — [188, 660, 250, 669]
